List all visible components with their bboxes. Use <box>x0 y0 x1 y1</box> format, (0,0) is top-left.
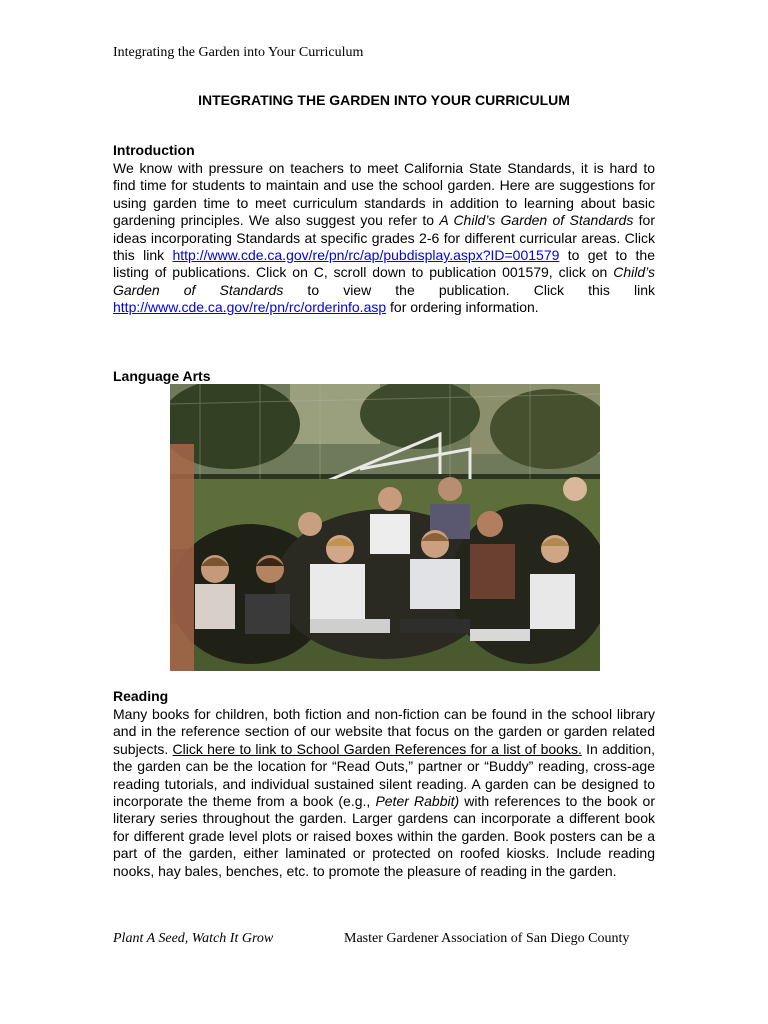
intro-text: to get to the listing of publications. Click on C, scroll down to publication 001579, click on <box>113 247 655 281</box>
publications-link[interactable]: http://www.cde.ca.gov/re/pn/rc/ap/pubdisplay.aspx?ID=001579 <box>172 247 560 264</box>
reading-text: with references to the book or literary series throughout the garden. Larger gardens can incorporate a different book for different grade level plots or raised boxes within the garden. Book posters can be a part of the garden, either laminated or protected on roofed kiosks. Include reading nooks, hay bales, benches, etc. to promote the pleasure of reading in the garden. <box>113 793 655 879</box>
students-reading-photo <box>170 384 600 671</box>
reading-heading: Reading <box>113 688 169 704</box>
book-title: Peter Rabbit) <box>375 793 460 810</box>
book-title: Child’s Garden of Standards <box>113 264 655 298</box>
ordering-info-link[interactable]: http://www.cde.ca.gov/re/pn/rc/orderinfo.asp <box>113 299 387 316</box>
introduction-heading: Introduction <box>113 142 195 158</box>
intro-text: for ordering information. <box>386 299 539 316</box>
running-header: Integrating the Garden into Your Curriculum <box>113 45 364 60</box>
reading-text: In addition, the garden can be the location for “Read Outs,” partner or “Buddy” reading, cross-age reading tutorials, and individual sustained silent reading. A garden can be designed to incorporate the theme from a book (e.g., <box>113 740 656 810</box>
intro-text: We know with pressure on teachers to meet California State Standards, it is hard to find time for students to maintain and use the school garden. Here are suggestions for using garden time to meet curriculum standards in addition to learning about basic gardening principles. We also suggest you refer to <box>113 160 655 229</box>
document-title: INTEGRATING THE GARDEN INTO YOUR CURRICULUM <box>198 92 570 108</box>
footer-organization: Master Gardener Association of San Diego County <box>344 931 630 946</box>
reading-paragraph <box>113 706 655 880</box>
language-arts-heading: Language Arts <box>113 368 211 384</box>
reading-text: Many books for children, both fiction and non-fiction can be found in the school library and in the reference section of our website that focus on the garden or garden related subjects. <box>113 706 655 757</box>
intro-text: to view the publication. Click this link <box>283 281 655 298</box>
book-title: A Child’s Garden of Standards <box>439 212 634 229</box>
introduction-paragraph <box>113 160 655 317</box>
footer-slogan: Plant A Seed, Watch It Grow <box>113 931 274 946</box>
intro-text: for ideas incorporating Standards at specific grades 2-6 for different curricular areas. Click this link <box>113 212 655 264</box>
school-garden-references-link[interactable]: Click here to link to School Garden References for a list of books. <box>172 740 582 757</box>
